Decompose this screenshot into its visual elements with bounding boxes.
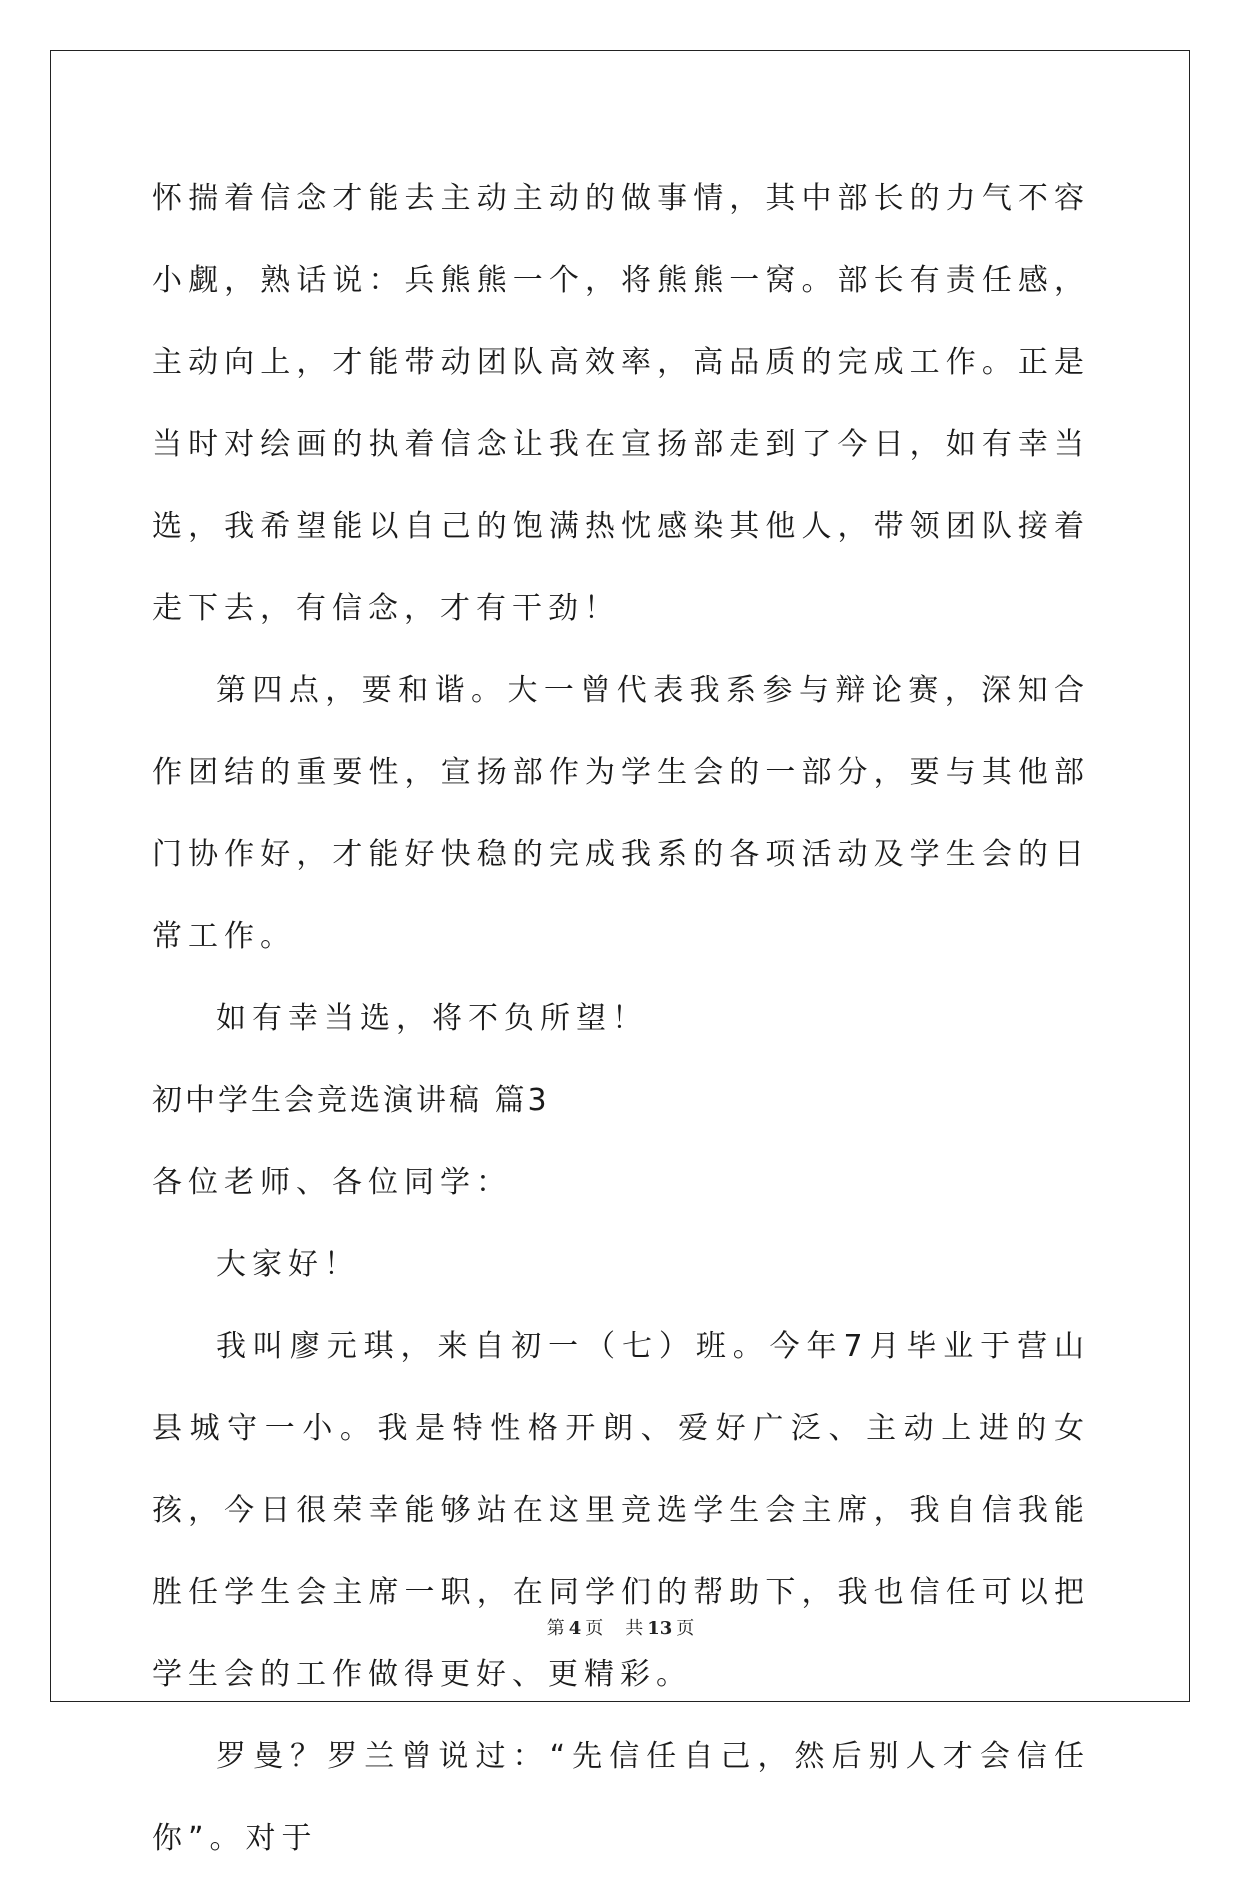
footer-total-suffix: 页 — [676, 1618, 695, 1639]
greeting: 大家好！ — [216, 1247, 360, 1282]
footer-prefix: 第 — [546, 1618, 565, 1639]
footer-total-pages: 13 — [647, 1618, 673, 1639]
footer-page-suffix: 页 — [585, 1618, 604, 1639]
footer-total-prefix: 共 — [625, 1618, 644, 1639]
paragraph-closing: 如有幸当选，将不负所望！ — [216, 1001, 648, 1036]
paragraph-continued: 怀揣着信念才能去主动主动的做事情，其中部长的力气不容小觑，熟话说：兵熊熊一个，将熊熊一窝。部长有责任感，主动向上，才能带动团队高效率，高品质的完成工作。正是当时对绘画的执着信念让我在宣扬部走到了今日，如有幸当选，我希望能以自己的饱满热忱感染其他人，带领团队接着走下去，有信念，才有干劲！ — [152, 181, 1090, 626]
paragraph-introduction: 我叫廖元琪，来自初一（七）班。今年7月毕业于营山县城守一小。我是特性格开朗、爱好广泛、主动上进的女孩，今日很荣幸能够站在这里竞选学生会主席，我自信我能胜任学生会主席一职，在同学们的帮助下，我也信任可以把学生会的工作做得更好、更精彩。 — [152, 1329, 1090, 1692]
section-heading: 初中学生会竞选演讲稿 篇3 — [152, 1083, 550, 1118]
paragraph-quote: 罗曼？罗兰曾说过：“先信任自己，然后别人才会信任你”。对于 — [152, 1739, 1090, 1856]
paragraph-point-four: 第四点，要和谐。大一曾代表我系参与辩论赛，深知合作团结的重要性，宣扬部作为学生会的一部分，要与其他部门协作好，才能好快稳的完成我系的各项活动及学生会的日常工作。 — [152, 673, 1090, 954]
footer-page-number: 4 — [568, 1618, 582, 1639]
salutation: 各位老师、各位同学： — [152, 1165, 512, 1200]
page-footer — [0, 1614, 1241, 1640]
